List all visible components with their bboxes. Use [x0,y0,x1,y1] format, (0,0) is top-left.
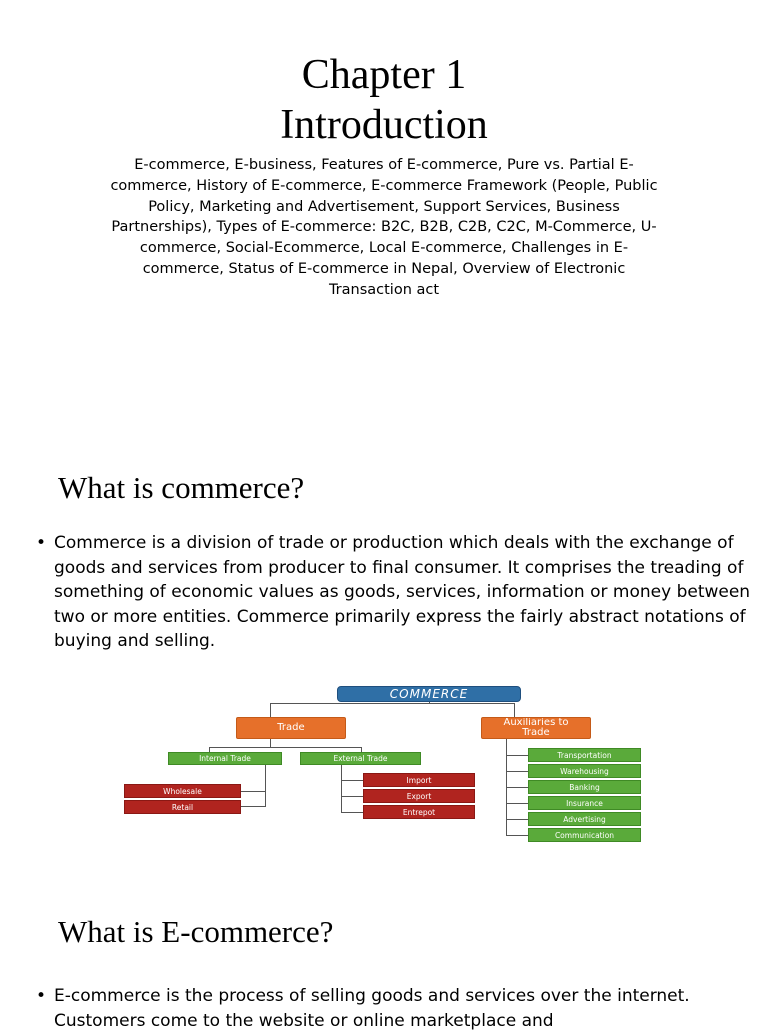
ecommerce-bullet [36,984,756,1033]
diagram-advertising: Advertising [528,812,641,826]
bullet-marker: • [36,533,47,553]
chapter-title-line2: Introduction [280,102,488,148]
diagram-external-trade: External Trade [300,752,421,765]
commerce-heading: What is commerce? [58,470,305,505]
ecommerce-bullet-text: E-commerce is the process of selling goods and services over the internet. Customers come to the website or online marketplace and [54,986,690,1031]
commerce-bullet [36,531,756,654]
slide-chapter-intro [0,0,768,420]
chapter-topics: E-commerce, E-business, Features of E-commerce, Pure vs. Partial E-commerce, History of E-commerce, E-commerce Framework (People, Public Policy, Marketing and Advertisement, Support Services, Business Partnerships), Types of E-commerce: B2C, B2B, C2B, C2C, M-Commerce, U-commerce, Social-Ecommerce, Local E-commerce, Challenges in E-commerce, Status of E-commerce in Nepal, Overview of Electronic Transaction act [110,157,658,298]
diagram-communication: Communication [528,828,641,842]
bullet-marker: • [36,986,47,1006]
diagram-retail: Retail [124,800,241,814]
chapter-title-line1: Chapter 1 [301,52,467,98]
diagram-entrepot: Entrepot [363,805,475,819]
diagram-transportation: Transportation [528,748,641,762]
diagram-auxiliaries: Auxiliaries to Trade [481,717,591,739]
diagram-import: Import [363,773,475,787]
slide-what-is-commerce [0,440,768,860]
diagram-trade: Trade [236,717,346,739]
diagram-banking: Banking [528,780,641,794]
diagram-internal-trade: Internal Trade [168,752,282,765]
ecommerce-heading: What is E-commerce? [58,914,334,949]
slide-what-is-ecommerce [0,880,768,1031]
commerce-bullet-text: Commerce is a division of trade or production which deals with the exchange of goods and services from producer to final consumer. It comprises the treading of something of economic values as goods, services, information or money between two or more entities. Commerce primarily express the fairly abstract notations of buying and selling. [54,533,751,651]
diagram-warehousing: Warehousing [528,764,641,778]
diagram-root-commerce: COMMERCE [337,686,521,702]
chapter-title [0,50,768,150]
diagram-insurance: Insurance [528,796,641,810]
diagram-export: Export [363,789,475,803]
diagram-wholesale: Wholesale [124,784,241,798]
